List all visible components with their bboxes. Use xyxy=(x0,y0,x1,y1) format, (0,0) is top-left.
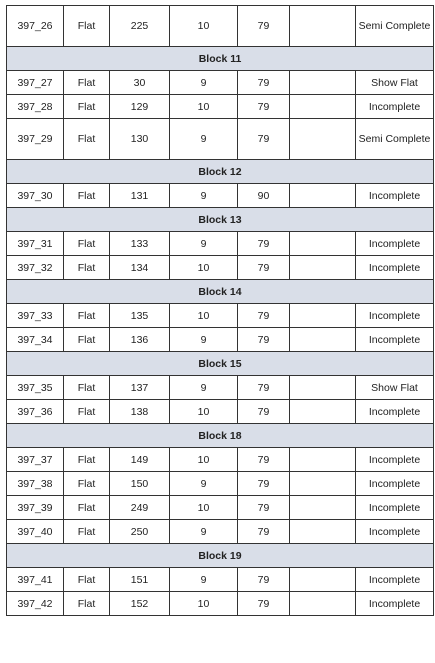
value-a-cell: 10 xyxy=(170,6,238,47)
block-header-label: Block 11 xyxy=(7,47,434,71)
unit-id-cell: 397_42 xyxy=(7,592,64,616)
status-cell: Incomplete xyxy=(356,256,434,280)
table-row xyxy=(7,496,434,520)
table-body xyxy=(7,6,434,616)
unit-type-cell: Flat xyxy=(64,256,110,280)
empty-cell xyxy=(290,256,356,280)
empty-cell xyxy=(290,472,356,496)
unit-id-cell: 397_28 xyxy=(7,95,64,119)
value-b-cell: 79 xyxy=(238,95,290,119)
unit-number-cell: 129 xyxy=(110,95,170,119)
empty-cell xyxy=(290,376,356,400)
value-a-cell: 9 xyxy=(170,184,238,208)
unit-type-cell: Flat xyxy=(64,71,110,95)
status-cell: Incomplete xyxy=(356,472,434,496)
unit-type-cell: Flat xyxy=(64,472,110,496)
empty-cell xyxy=(290,6,356,47)
value-b-cell: 79 xyxy=(238,496,290,520)
table-row xyxy=(7,184,434,208)
value-a-cell: 9 xyxy=(170,71,238,95)
value-b-cell: 79 xyxy=(238,232,290,256)
value-a-cell: 9 xyxy=(170,119,238,160)
status-cell: Incomplete xyxy=(356,184,434,208)
empty-cell xyxy=(290,520,356,544)
unit-number-cell: 130 xyxy=(110,119,170,160)
value-b-cell: 79 xyxy=(238,71,290,95)
status-cell: Incomplete xyxy=(356,592,434,616)
value-b-cell: 79 xyxy=(238,592,290,616)
table-row xyxy=(7,6,434,47)
status-cell: Semi Complete xyxy=(356,119,434,160)
block-header-label: Block 14 xyxy=(7,280,434,304)
value-b-cell: 79 xyxy=(238,400,290,424)
unit-number-cell: 131 xyxy=(110,184,170,208)
unit-id-cell: 397_32 xyxy=(7,256,64,280)
table-row xyxy=(7,400,434,424)
unit-number-cell: 136 xyxy=(110,328,170,352)
unit-type-cell: Flat xyxy=(64,400,110,424)
status-cell: Show Flat xyxy=(356,376,434,400)
value-a-cell: 10 xyxy=(170,448,238,472)
value-b-cell: 90 xyxy=(238,184,290,208)
value-a-cell: 10 xyxy=(170,304,238,328)
unit-type-cell: Flat xyxy=(64,448,110,472)
status-cell: Incomplete xyxy=(356,496,434,520)
table-row xyxy=(7,256,434,280)
table-row xyxy=(7,472,434,496)
unit-type-cell: Flat xyxy=(64,568,110,592)
unit-id-cell: 397_34 xyxy=(7,328,64,352)
value-b-cell: 79 xyxy=(238,328,290,352)
unit-id-cell: 397_37 xyxy=(7,448,64,472)
block-header-label: Block 12 xyxy=(7,160,434,184)
empty-cell xyxy=(290,232,356,256)
table-row xyxy=(7,328,434,352)
value-b-cell: 79 xyxy=(238,256,290,280)
block-header-row xyxy=(7,544,434,568)
empty-cell xyxy=(290,119,356,160)
value-b-cell: 79 xyxy=(238,6,290,47)
block-header-row xyxy=(7,160,434,184)
status-cell: Show Flat xyxy=(356,71,434,95)
value-b-cell: 79 xyxy=(238,472,290,496)
unit-type-cell: Flat xyxy=(64,119,110,160)
block-header-row xyxy=(7,47,434,71)
value-a-cell: 9 xyxy=(170,376,238,400)
unit-id-cell: 397_30 xyxy=(7,184,64,208)
unit-number-cell: 137 xyxy=(110,376,170,400)
status-cell: Incomplete xyxy=(356,95,434,119)
block-header-row xyxy=(7,208,434,232)
unit-number-cell: 133 xyxy=(110,232,170,256)
value-a-cell: 9 xyxy=(170,328,238,352)
block-header-label: Block 18 xyxy=(7,424,434,448)
unit-id-cell: 397_39 xyxy=(7,496,64,520)
unit-id-cell: 397_35 xyxy=(7,376,64,400)
unit-id-cell: 397_38 xyxy=(7,472,64,496)
status-cell: Incomplete xyxy=(356,400,434,424)
unit-type-cell: Flat xyxy=(64,95,110,119)
status-cell: Semi Complete xyxy=(356,6,434,47)
unit-number-cell: 249 xyxy=(110,496,170,520)
unit-number-cell: 149 xyxy=(110,448,170,472)
unit-id-cell: 397_31 xyxy=(7,232,64,256)
value-b-cell: 79 xyxy=(238,448,290,472)
unit-type-cell: Flat xyxy=(64,184,110,208)
unit-number-cell: 150 xyxy=(110,472,170,496)
unit-type-cell: Flat xyxy=(64,304,110,328)
empty-cell xyxy=(290,184,356,208)
unit-number-cell: 225 xyxy=(110,6,170,47)
property-table xyxy=(6,5,434,616)
table-row xyxy=(7,71,434,95)
status-cell: Incomplete xyxy=(356,520,434,544)
unit-type-cell: Flat xyxy=(64,6,110,47)
unit-type-cell: Flat xyxy=(64,496,110,520)
unit-number-cell: 250 xyxy=(110,520,170,544)
status-cell: Incomplete xyxy=(356,328,434,352)
block-header-row xyxy=(7,424,434,448)
empty-cell xyxy=(290,95,356,119)
value-a-cell: 9 xyxy=(170,568,238,592)
unit-number-cell: 30 xyxy=(110,71,170,95)
empty-cell xyxy=(290,304,356,328)
table-row xyxy=(7,520,434,544)
value-a-cell: 10 xyxy=(170,95,238,119)
unit-id-cell: 397_33 xyxy=(7,304,64,328)
status-cell: Incomplete xyxy=(356,568,434,592)
value-a-cell: 9 xyxy=(170,520,238,544)
unit-number-cell: 138 xyxy=(110,400,170,424)
value-b-cell: 79 xyxy=(238,520,290,544)
block-header-row xyxy=(7,352,434,376)
table-row xyxy=(7,304,434,328)
empty-cell xyxy=(290,568,356,592)
value-a-cell: 10 xyxy=(170,496,238,520)
empty-cell xyxy=(290,400,356,424)
value-b-cell: 79 xyxy=(238,119,290,160)
empty-cell xyxy=(290,328,356,352)
status-cell: Incomplete xyxy=(356,304,434,328)
block-header-row xyxy=(7,280,434,304)
value-a-cell: 9 xyxy=(170,472,238,496)
empty-cell xyxy=(290,496,356,520)
unit-type-cell: Flat xyxy=(64,376,110,400)
empty-cell xyxy=(290,448,356,472)
block-header-label: Block 19 xyxy=(7,544,434,568)
block-header-label: Block 15 xyxy=(7,352,434,376)
status-cell: Incomplete xyxy=(356,448,434,472)
unit-id-cell: 397_36 xyxy=(7,400,64,424)
table-row xyxy=(7,95,434,119)
table-row xyxy=(7,376,434,400)
value-a-cell: 10 xyxy=(170,592,238,616)
value-b-cell: 79 xyxy=(238,376,290,400)
value-a-cell: 10 xyxy=(170,256,238,280)
unit-id-cell: 397_27 xyxy=(7,71,64,95)
table-row xyxy=(7,119,434,160)
unit-id-cell: 397_40 xyxy=(7,520,64,544)
empty-cell xyxy=(290,592,356,616)
value-b-cell: 79 xyxy=(238,304,290,328)
unit-number-cell: 151 xyxy=(110,568,170,592)
unit-number-cell: 152 xyxy=(110,592,170,616)
unit-id-cell: 397_29 xyxy=(7,119,64,160)
unit-type-cell: Flat xyxy=(64,592,110,616)
value-a-cell: 9 xyxy=(170,232,238,256)
status-cell: Incomplete xyxy=(356,232,434,256)
table-row xyxy=(7,568,434,592)
block-header-label: Block 13 xyxy=(7,208,434,232)
unit-type-cell: Flat xyxy=(64,328,110,352)
table-row xyxy=(7,448,434,472)
table-row xyxy=(7,232,434,256)
value-a-cell: 10 xyxy=(170,400,238,424)
unit-number-cell: 134 xyxy=(110,256,170,280)
unit-id-cell: 397_41 xyxy=(7,568,64,592)
empty-cell xyxy=(290,71,356,95)
unit-type-cell: Flat xyxy=(64,520,110,544)
unit-number-cell: 135 xyxy=(110,304,170,328)
table-row xyxy=(7,592,434,616)
unit-id-cell: 397_26 xyxy=(7,6,64,47)
unit-type-cell: Flat xyxy=(64,232,110,256)
value-b-cell: 79 xyxy=(238,568,290,592)
